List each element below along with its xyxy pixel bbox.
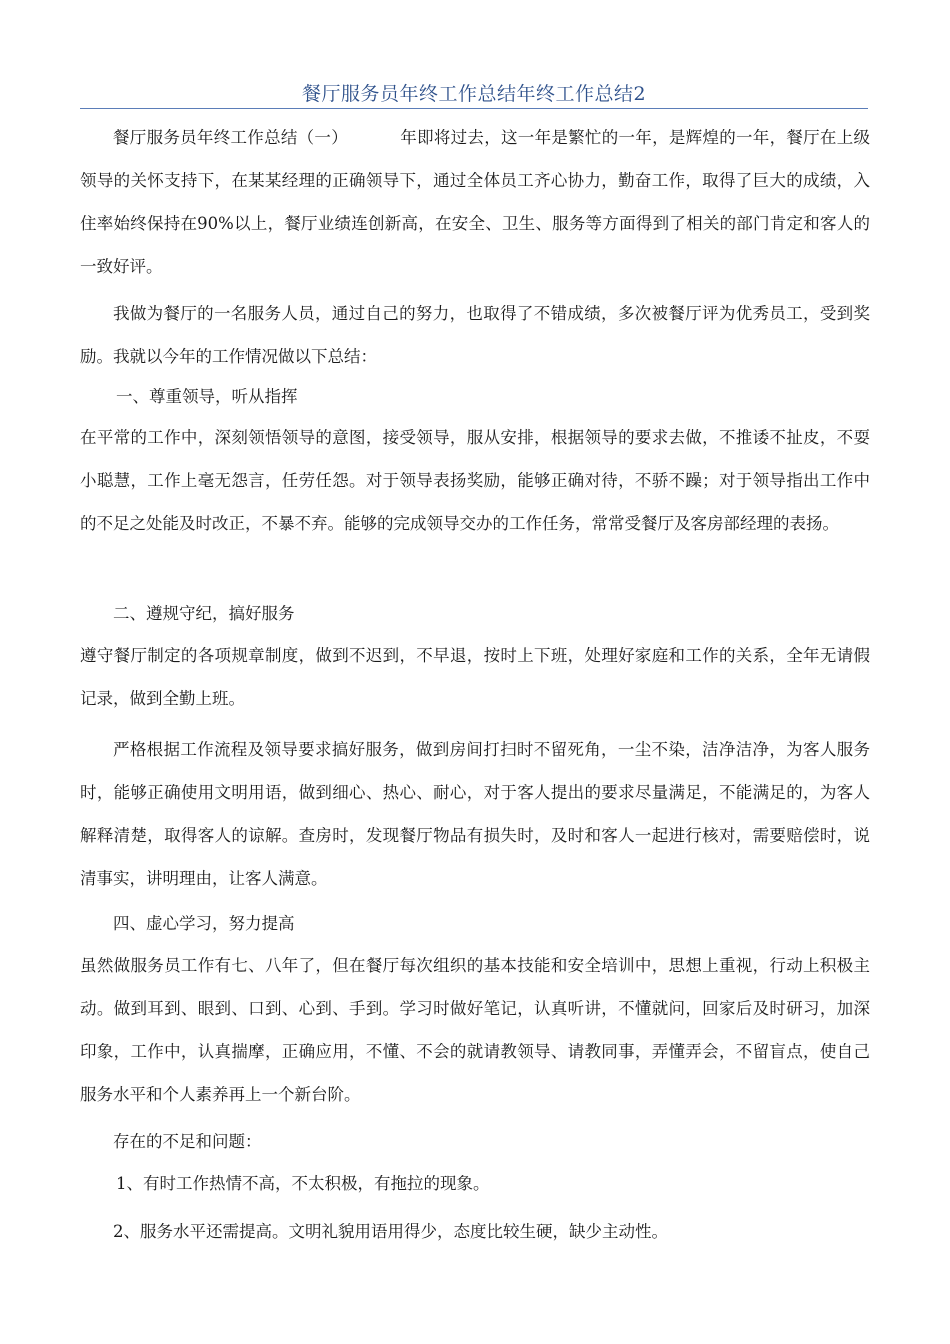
document-title: 餐厅服务员年终工作总结年终工作总结2 (301, 83, 647, 105)
paragraph-intro (80, 116, 870, 288)
paragraph-self-intro: 我做为餐厅的一名服务人员，通过自己的努力，也取得了不错成绩，多次被餐厅评为优秀员工，受到奖励。我就以今年的工作情况做以下总结： (80, 304, 870, 366)
title-underline (80, 108, 868, 109)
heading-discipline-service: 二、遵规守纪，搞好服务 (113, 604, 295, 623)
paragraph-discipline: 遵守餐厅制定的各项规章制度，做到不迟到，不早退，按时上下班，处理好家庭和工作的关系，全年无请假记录，做到全勤上班。 (80, 646, 870, 708)
paragraph-respect-leadership: 在平常的工作中，深刻领悟领导的意图，接受领导，服从安排，根据领导的要求去做，不推诿不扯皮，不耍小聪慧，工作上毫无怨言，任劳任怨。对于领导表扬奖励，能够正确对待，不骄不躁；对于领导指出工作中的不足之处能及时改正，不暴不弃。能够的完成领导交办的工作任务，常常受餐厅及客房部经理的表扬。 (80, 428, 870, 533)
list-item-shortcoming-2: 2、服务水平还需提高。文明礼貌用语用得少，态度比较生硬，缺少主动性。 (113, 1222, 668, 1241)
list-item-shortcoming-1: 1、有时工作热情不高，不太积极，有拖拉的现象。 (116, 1174, 490, 1193)
paragraph-service-quality: 严格根据工作流程及领导要求搞好服务，做到房间打扫时不留死角，一尘不染，洁净洁净，为客人服务时，能够正确使用文明用语，做到细心、热心、耐心，对于客人提出的要求尽量满足，不能满足的，为客人解释清楚，取得客人的谅解。查房时，发现餐厅物品有损失时，及时和客人一起进行核对，需要赔偿时，说清事实，讲明理由，让客人满意。 (80, 740, 870, 888)
heading-respect-leadership: 一、尊重领导，听从指挥 (116, 387, 298, 406)
intro-rest: 年即将过去，这一年是繁忙的一年，是辉煌的一年，餐厅在上级领导的关怀支持下，在某某经理的正确领导下，通过全体员工齐心协力，勤奋工作，取得了巨大的成绩，入住率始终保持在90%以上，餐厅业绩连创新高，在安全、卫生、服务等方面得到了相关的部门肯定和客人的一致好评。 (80, 128, 871, 276)
heading-shortcomings: 存在的不足和问题： (113, 1132, 262, 1151)
paragraph-learning: 虽然做服务员工作有七、八年了，但在餐厅每次组织的基本技能和安全培训中，思想上重视，行动上积极主动。做到耳到、眼到、口到、心到、手到。学习时做好笔记，认真听讲，不懂就问，回家后及时研习，加深印象，工作中，认真揣摩，正确应用，不懂、不会的就请教领导、请教同事，弄懂弄会，不留盲点，使自己服务水平和个人素养再上一个新台阶。 (80, 956, 870, 1104)
heading-learning: 四、虚心学习，努力提高 (113, 914, 295, 933)
intro-lead: 餐厅服务员年终工作总结（一） (113, 128, 348, 147)
